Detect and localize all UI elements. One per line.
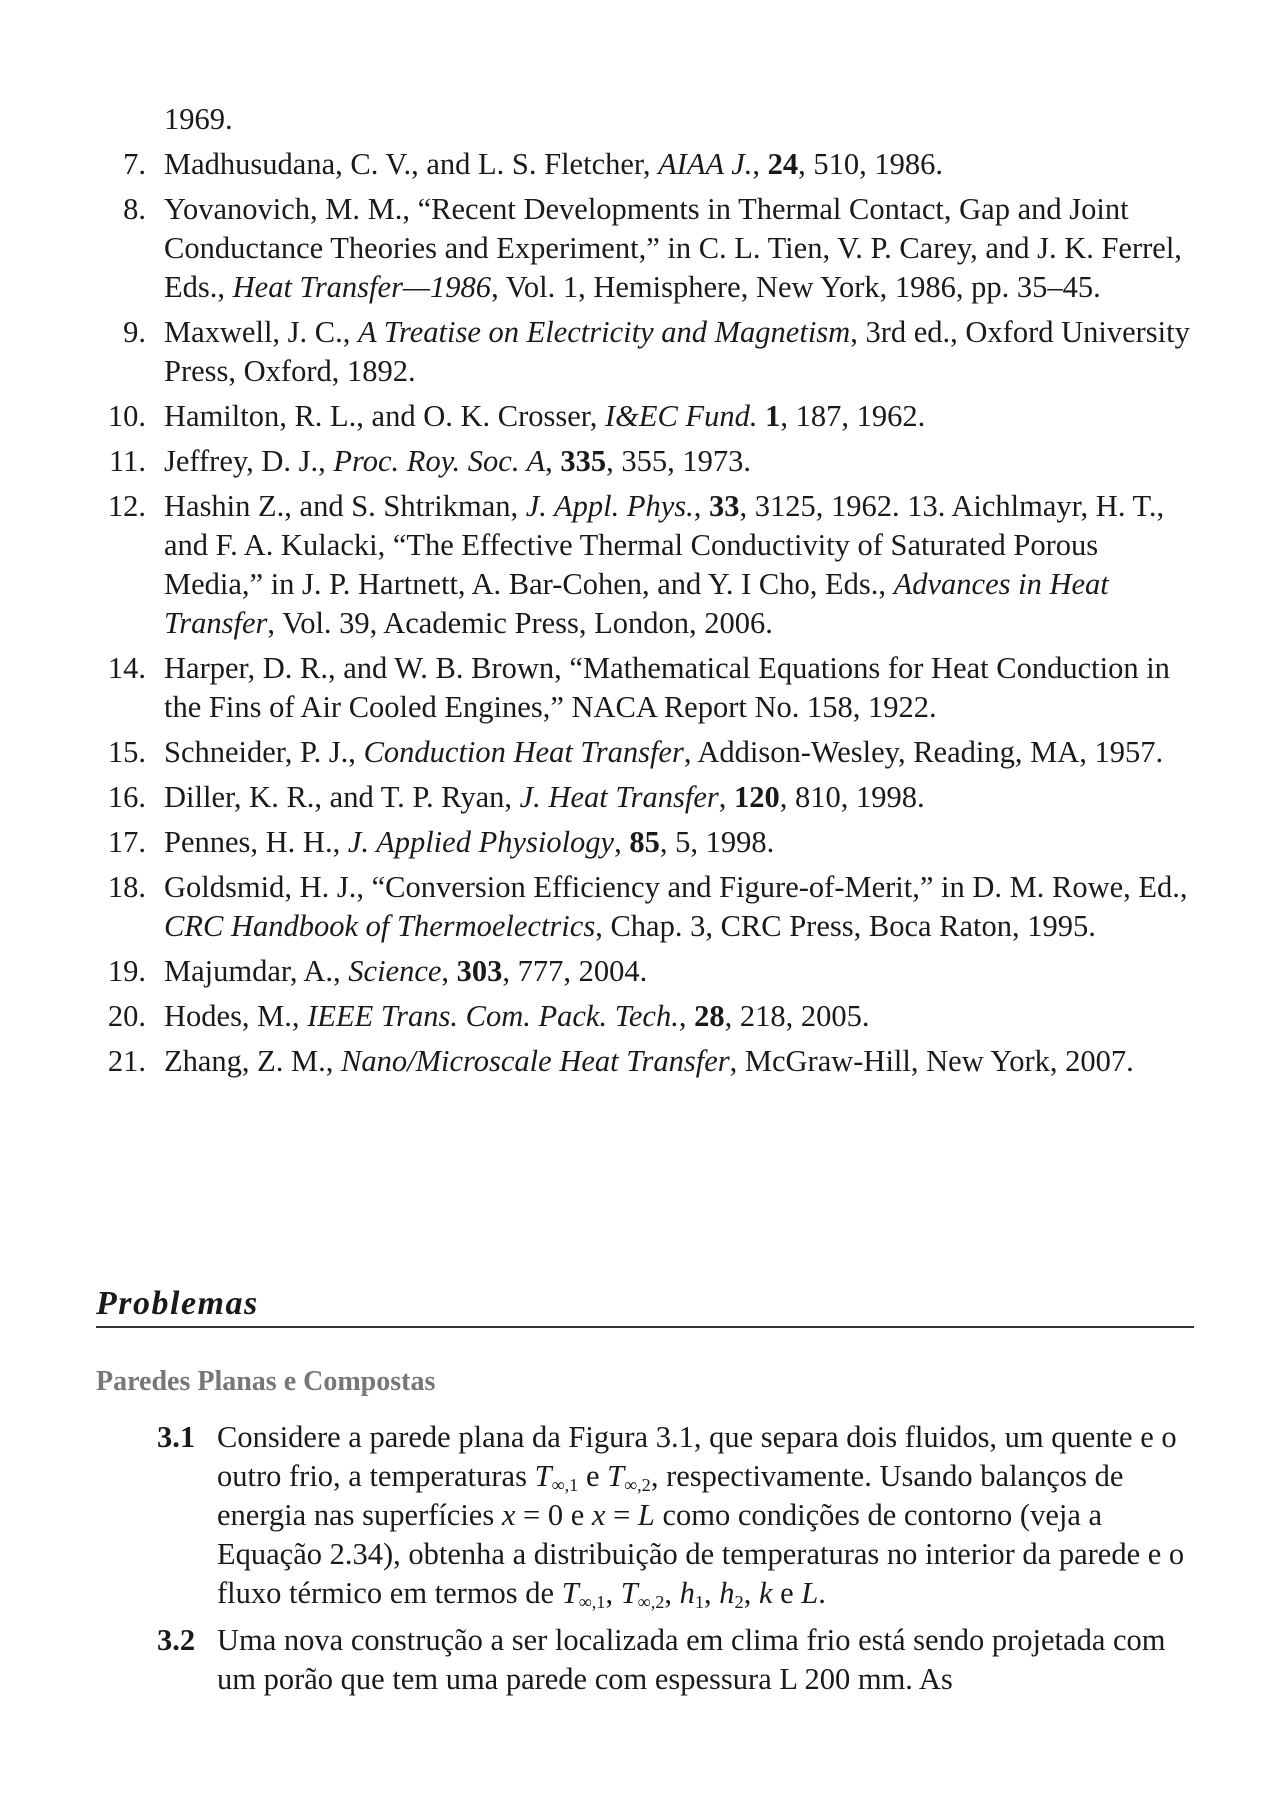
problem-3-1: 3.1 Considere a parede plana da Figura 3.1, que separa dois fluidos, um quente e o outro frio, a temperaturas $T_{\infty,1}$ e $T_{\infty,2}$, respectivamente. Usando balanços de energia nas superfícies x = 0 e x = L como condições de contorno (veja a Equação 2.34), obtenha a distribuição de temperaturas no interior da parede e o fluxo térmico em termos de $T_{\infty,1}$, $T_{\infty,2}$, $h_1$, $h_2$, k e L.: [157, 1420, 1185, 1612]
reference-item: 17. Pennes, H. H., J. Applied Physiology, 85, 5, 1998.: [107, 825, 775, 859]
reference-item: 20. Hodes, M., IEEE Trans. Com. Pack. Tech., 28, 218, 2005.: [107, 999, 870, 1033]
reference-item: 21. Zhang, Z. M., Nano/Microscale Heat Transfer, McGraw-Hill, New York, 2007.: [107, 1044, 1134, 1078]
problems-heading: Problemas: [96, 1285, 1194, 1328]
reference-item: 9. Maxwell, J. C., A Treatise on Electricity and Magnetism, 3rd ed., Oxford University Press, Oxford, 1892.: [123, 315, 1190, 388]
problem-number: 3.1: [157, 1420, 196, 1454]
reference-item: 10. Hamilton, R. L., and O. K. Crosser, I&EC Fund. 1, 187, 1962.: [107, 399, 926, 433]
reference-continuation: 1969.: [164, 102, 233, 136]
reference-item: 16. Diller, K. R., and T. P. Ryan, J. Heat Transfer, 120, 810, 1998.: [107, 780, 925, 814]
reference-item: 19. Majumdar, A., Science, 303, 777, 2004.: [107, 954, 648, 988]
problem-list: [157, 1418, 1197, 1707]
reference-item: 12. Hashin Z., and S. Shtrikman, J. Appl. Phys., 33, 3125, 1962. 13. Aichlmayr, H. T., and F. A. Kulacki, “The Effective Thermal Conductivity of Saturated Porous Media,” in J. P. Hartnett, A. Bar-Cohen, and Y. I Cho, Eds., Advances in Heat Transfer, Vol. 39, Academic Press, London, 2006.: [107, 489, 1165, 640]
reference-item: 14. Harper, D. R., and W. B. Brown, “Mathematical Equations for Heat Conduction in the Fins of Air Cooled Engines,” NACA Report No. 158, 1922.: [107, 651, 1170, 724]
reference-item: 7. Madhusudana, C. V., and L. S. Fletcher, AIAA J., 24, 510, 1986.: [123, 147, 943, 181]
reference-item: 11. Jeffrey, D. J., Proc. Roy. Soc. A, 335, 355, 1973.: [109, 444, 752, 478]
problem-3-2: 3.2 Uma nova construção a ser localizada em clima frio está sendo projetada com um porão que tem uma parede com espessura L 200 mm. As: [157, 1623, 1166, 1696]
reference-item: 15. Schneider, P. J., Conduction Heat Transfer, Addison-Wesley, Reading, MA, 1957.: [107, 735, 1164, 769]
section-title: Paredes Planas e Compostas: [96, 1366, 436, 1397]
reference-list: [96, 100, 1196, 1087]
reference-item: 18. Goldsmid, H. J., “Conversion Efficiency and Figure-of-Merit,” in D. M. Rowe, Ed., CRC Handbook of Thermoelectrics, Chap. 3, CRC Press, Boca Raton, 1995.: [107, 870, 1188, 943]
reference-item: 8. Yovanovich, M. M., “Recent Developments in Thermal Contact, Gap and Joint Conductance Theories and Experiment,” in C. L. Tien, V. P. Carey, and J. K. Ferrel, Eds., Heat Transfer—1986, Vol. 1, Hemisphere, New York, 1986, pp. 35–45.: [123, 192, 1182, 304]
problem-number: 3.2: [157, 1623, 196, 1657]
